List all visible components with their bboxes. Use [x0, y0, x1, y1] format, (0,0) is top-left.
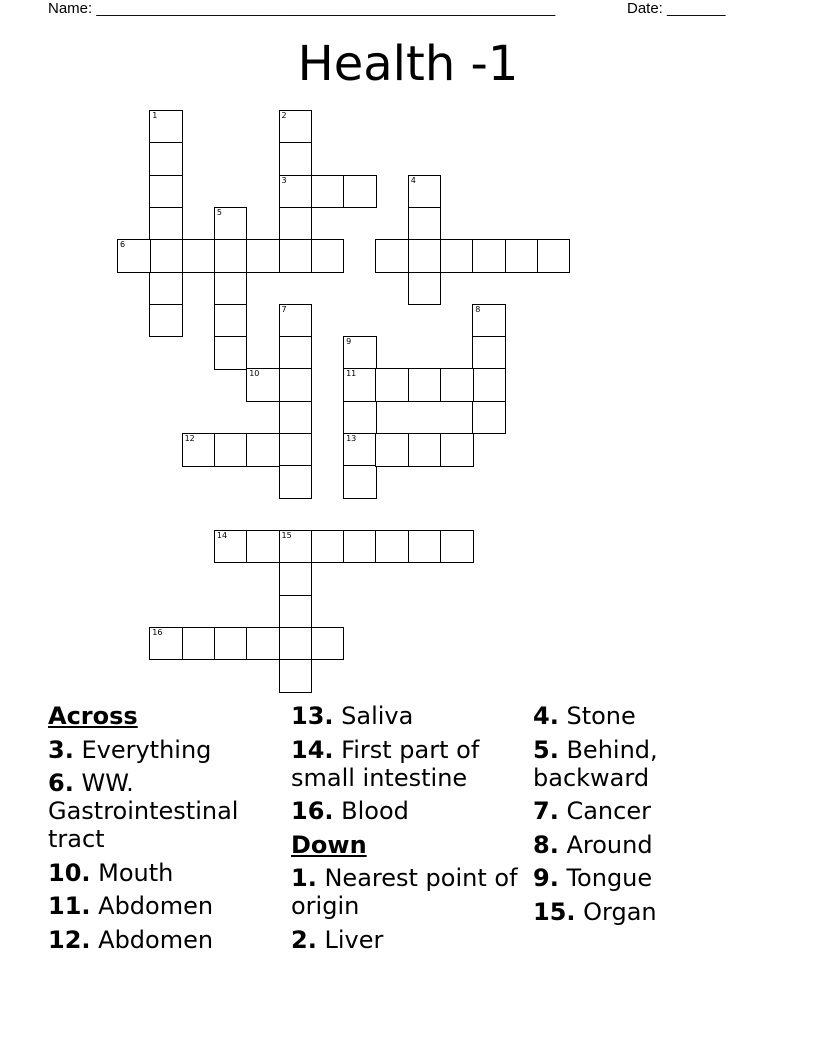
- clue-number-label: 16: [152, 627, 163, 637]
- crossword-cell[interactable]: [472, 368, 506, 402]
- clue-number: 4.: [533, 702, 559, 730]
- crossword-cell[interactable]: [149, 207, 183, 241]
- clue-text: Mouth: [98, 858, 174, 887]
- clue-item: [48, 736, 278, 764]
- clue-number: 9.: [533, 864, 559, 892]
- clue-text: Stone: [566, 702, 636, 730]
- crossword-cell[interactable]: [343, 530, 377, 564]
- crossword-cell[interactable]: [408, 272, 442, 306]
- crossword-cell[interactable]: [472, 336, 506, 370]
- crossword-cell[interactable]: [279, 595, 313, 629]
- crossword-cell[interactable]: [279, 562, 313, 596]
- crossword-cell[interactable]: [279, 239, 313, 273]
- clue-number: 8.: [533, 830, 559, 859]
- crossword-cell[interactable]: [343, 433, 377, 467]
- clue-text: Organ: [583, 897, 657, 926]
- clue-number-label: 13: [346, 434, 357, 443]
- crossword-cell[interactable]: [279, 110, 313, 144]
- crossword-cell[interactable]: [149, 627, 183, 661]
- crossword-cell[interactable]: [246, 433, 280, 467]
- crossword-cell[interactable]: [149, 110, 183, 144]
- clue-number-label: 3: [281, 175, 287, 185]
- clue-text: Abdomen: [98, 925, 214, 954]
- crossword-cell[interactable]: [279, 142, 313, 176]
- clue-text: Tongue: [566, 864, 653, 892]
- clue-item: [291, 926, 526, 954]
- date-line: Date: _______: [627, 0, 726, 17]
- crossword-cell[interactable]: [375, 530, 409, 564]
- crossword-cell[interactable]: [279, 304, 313, 338]
- clue-number: 13.: [291, 702, 334, 730]
- clue-text: Blood: [341, 797, 409, 825]
- crossword-cell[interactable]: [472, 304, 506, 338]
- crossword-cell[interactable]: [440, 239, 474, 273]
- name-line: Name: _______________________________________________________: [48, 0, 556, 17]
- clue-text: Behind, backward: [533, 735, 658, 792]
- clue-column-2: [291, 702, 526, 954]
- clue-number-label: 10: [249, 369, 260, 379]
- crossword-cell[interactable]: [343, 175, 377, 209]
- crossword-cell[interactable]: [375, 433, 409, 467]
- crossword-cell[interactable]: [472, 239, 506, 273]
- clue-item: [533, 831, 773, 859]
- crossword-cell[interactable]: [440, 433, 474, 467]
- crossword-cell[interactable]: [375, 239, 409, 273]
- crossword-cell[interactable]: [343, 368, 377, 402]
- crossword-cell[interactable]: [279, 659, 313, 693]
- clue-item: [533, 702, 773, 730]
- clue-number: 5.: [533, 735, 559, 764]
- clue-item: [48, 926, 278, 954]
- clue-item: [533, 898, 773, 926]
- clue-item: [533, 736, 773, 792]
- crossword-cell[interactable]: [279, 207, 313, 241]
- clue-text: WW. Gastrointestinal tract: [48, 769, 239, 853]
- across-heading: Across: [48, 702, 138, 730]
- clue-text: Nearest point of origin: [291, 864, 518, 920]
- crossword-cell[interactable]: [117, 239, 151, 273]
- crossword-cell[interactable]: [408, 239, 442, 273]
- clue-item: [291, 797, 526, 825]
- crossword-cell[interactable]: [246, 239, 280, 273]
- clue-number: 6.: [48, 769, 74, 797]
- crossword-cell[interactable]: [182, 433, 216, 467]
- clue-column-3: [533, 702, 773, 926]
- clue-item: [533, 797, 773, 825]
- crossword-cell[interactable]: [214, 336, 248, 370]
- crossword-cell[interactable]: [375, 368, 409, 402]
- crossword-cell[interactable]: [214, 627, 248, 661]
- clue-item: [291, 736, 526, 792]
- clue-number-label: 5: [216, 207, 222, 217]
- crossword-cell[interactable]: [214, 272, 248, 306]
- clue-item: [48, 769, 278, 853]
- crossword-cell[interactable]: [537, 239, 571, 273]
- clue-number-label: 8: [475, 304, 481, 314]
- clue-number: 14.: [291, 735, 334, 764]
- clue-item: [291, 702, 526, 730]
- crossword-cell[interactable]: [279, 368, 313, 402]
- clue-item: [533, 864, 773, 892]
- crossword-cell[interactable]: [279, 175, 313, 209]
- crossword-cell[interactable]: [408, 175, 442, 209]
- clue-number-label: 2: [281, 111, 287, 120]
- clue-item: [291, 864, 526, 920]
- crossword-cell[interactable]: [246, 368, 280, 402]
- clue-number-label: 11: [346, 369, 357, 379]
- crossword-cell[interactable]: [311, 530, 345, 564]
- clue-number: 12.: [48, 925, 91, 954]
- page-title: Health -1: [297, 36, 519, 92]
- crossword-cell[interactable]: [472, 401, 506, 435]
- clue-number-label: 7: [281, 304, 287, 314]
- clue-number-label: 1: [152, 111, 158, 120]
- crossword-cell[interactable]: [311, 175, 345, 209]
- crossword-cell[interactable]: [279, 530, 313, 564]
- clue-number-label: 12: [184, 434, 195, 443]
- clue-number-label: 9: [346, 337, 352, 347]
- crossword-cell[interactable]: [149, 239, 183, 273]
- crossword-cell[interactable]: [279, 336, 313, 370]
- clue-number-label: 4: [410, 175, 416, 185]
- clue-text: Saliva: [341, 702, 414, 730]
- crossword-cell[interactable]: [279, 627, 313, 661]
- crossword-cell[interactable]: [214, 207, 248, 241]
- clue-number-label: 15: [281, 530, 292, 540]
- crossword-cell[interactable]: [214, 304, 248, 338]
- crossword-cell[interactable]: [440, 530, 474, 564]
- crossword-cell[interactable]: [149, 272, 183, 306]
- crossword-cell[interactable]: [214, 239, 248, 273]
- clue-number: 16.: [291, 797, 334, 825]
- clue-text: First part of small intestine: [291, 735, 480, 792]
- clue-number: 7.: [533, 797, 559, 825]
- down-heading: Down: [291, 830, 367, 859]
- crossword-cell[interactable]: [279, 433, 313, 467]
- clue-item: [48, 859, 278, 887]
- crossword-cell[interactable]: [408, 368, 442, 402]
- clue-number: 3.: [48, 735, 74, 764]
- clue-text: Liver: [324, 925, 384, 954]
- crossword-cell[interactable]: [246, 530, 280, 564]
- clue-text: Around: [566, 830, 653, 859]
- crossword-cell[interactable]: [182, 627, 216, 661]
- clue-number: 11.: [48, 892, 91, 920]
- clue-text: Cancer: [566, 797, 651, 825]
- crossword-cell[interactable]: [182, 239, 216, 273]
- crossword-cell[interactable]: [343, 336, 377, 370]
- clue-number-label: 6: [120, 240, 126, 250]
- crossword-cell[interactable]: [505, 239, 539, 273]
- crossword-cell[interactable]: [214, 530, 248, 564]
- crossword-cell[interactable]: [246, 627, 280, 661]
- crossword-cell[interactable]: [279, 401, 313, 435]
- clue-text: Everything: [81, 735, 212, 764]
- crossword-cell[interactable]: [343, 401, 377, 435]
- clue-number: 10.: [48, 858, 91, 887]
- clue-column-1: [48, 702, 278, 954]
- clue-number: 2.: [291, 925, 317, 954]
- clue-item: [48, 892, 278, 920]
- clue-number: 1.: [291, 864, 317, 892]
- crossword-cell[interactable]: [149, 304, 183, 338]
- clue-text: Abdomen: [98, 892, 214, 920]
- crossword-cell[interactable]: [149, 142, 183, 176]
- crossword-cell[interactable]: [279, 465, 313, 499]
- crossword-cell[interactable]: [343, 465, 377, 499]
- clue-number: 15.: [533, 897, 576, 926]
- crossword-cell[interactable]: [311, 239, 345, 273]
- crossword-cell[interactable]: [408, 207, 442, 241]
- clue-number-label: 14: [216, 530, 228, 540]
- crossword-cell[interactable]: [149, 175, 183, 209]
- crossword-cell[interactable]: [214, 433, 248, 467]
- crossword-cell[interactable]: [440, 368, 474, 402]
- crossword-cell[interactable]: [311, 627, 345, 661]
- crossword-cell[interactable]: [408, 433, 442, 467]
- crossword-cell[interactable]: [408, 530, 442, 564]
